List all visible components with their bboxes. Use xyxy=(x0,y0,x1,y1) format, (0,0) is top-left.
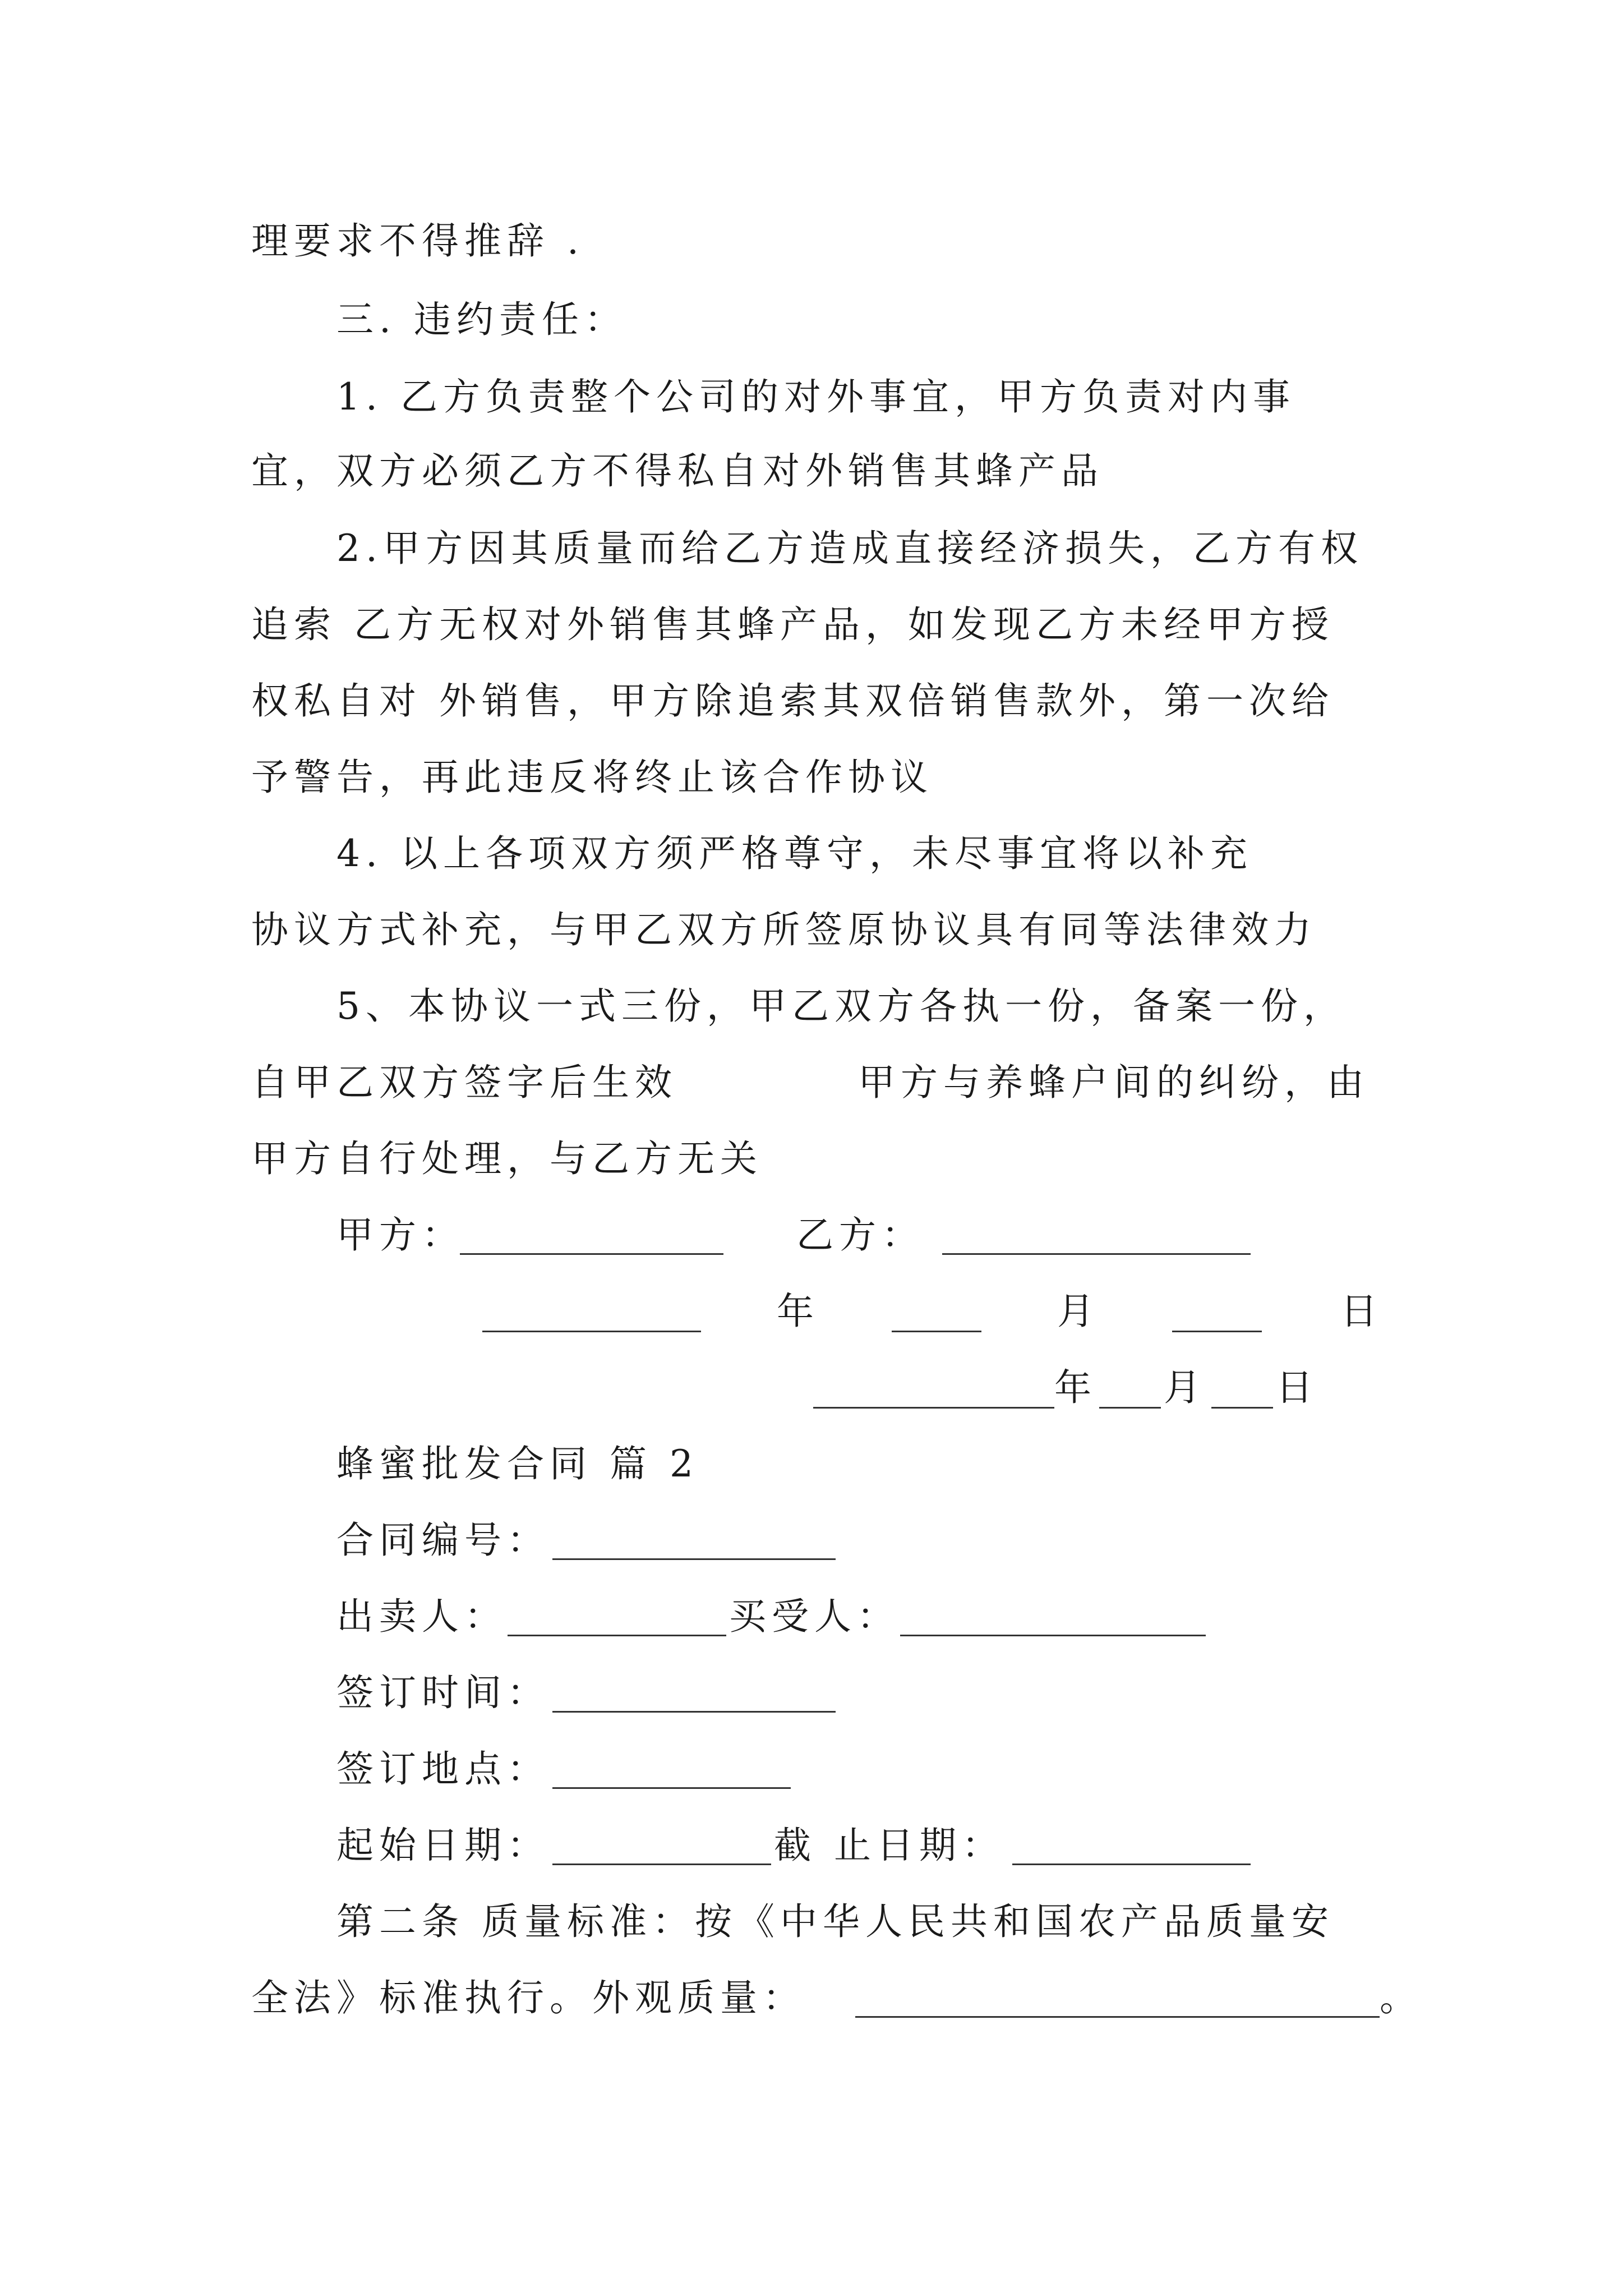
buyer-blank xyxy=(900,1635,1206,1636)
contract-number-blank xyxy=(552,1558,836,1560)
clause-4-line-2: 协议方式补充，与甲乙双方所签原协议具有同等法律效力 xyxy=(251,908,1317,951)
article-2-period: 。 xyxy=(1380,1976,1422,2019)
sign-time-label: 签订时间： xyxy=(336,1671,550,1714)
clause-1-line-1: 1. 乙方负责整个公司的对外事宜，甲方负责对内事 xyxy=(336,375,1295,418)
clause-2-line-1: 2.甲方因其质量而给乙方造成直接经济损失，乙方有权 xyxy=(336,527,1363,570)
appearance-quality-blank xyxy=(855,2016,1380,2018)
clause-2-line-4: 予警告，再此违反将终止该合作协议 xyxy=(251,756,933,799)
article-2-line-2: 全法》标准执行。外观质量： xyxy=(251,1976,805,2019)
date-b-year-label: 年 xyxy=(1054,1366,1097,1409)
buyer-label: 买受人： xyxy=(729,1595,900,1638)
date-a-day-blank xyxy=(1172,1331,1262,1332)
date-a-year-label: 年 xyxy=(777,1290,819,1333)
party-a-signature-blank xyxy=(460,1253,723,1255)
clause-1-line-2: 宜，双方必须乙方不得私自对外销售其蜂产品 xyxy=(251,449,1104,493)
end-date-label: 截 止日期： xyxy=(774,1824,1004,1867)
date-b-year-blank xyxy=(813,1407,1054,1409)
date-a-month-label: 月 xyxy=(1057,1290,1100,1333)
party-b-signature-blank xyxy=(942,1253,1251,1255)
article-2-line-1: 第二条 质量标准：按《中华人民共和国农产品质量安 xyxy=(336,1900,1334,1943)
contract-2-title: 蜂蜜批发合同 篇 2 xyxy=(336,1442,699,1485)
date-a-day-label: 日 xyxy=(1340,1290,1383,1333)
clause-5-line-1: 5、本协议一式三份，甲乙双方各执一份，备案一份， xyxy=(336,984,1346,1028)
clause-5-line-2-part-a: 自甲乙双方签字后生效 xyxy=(251,1061,677,1104)
paragraph-continuation: 理要求不得推辞 . xyxy=(251,219,584,263)
start-date-label: 起始日期： xyxy=(336,1824,550,1867)
sign-place-label: 签订地点： xyxy=(336,1747,550,1791)
sign-place-blank xyxy=(552,1787,791,1789)
party-b-label: 乙方： xyxy=(796,1213,924,1257)
date-a-month-blank xyxy=(892,1331,981,1332)
seller-label: 出卖人： xyxy=(336,1595,507,1638)
clause-2-line-3: 权私自对 外销售，甲方除追索其双倍销售款外，第一次给 xyxy=(251,679,1334,723)
date-b-month-label: 月 xyxy=(1164,1366,1206,1409)
clause-5-line-3: 甲方自行处理，与乙方无关 xyxy=(251,1137,763,1180)
seller-blank xyxy=(508,1635,726,1636)
sign-time-blank xyxy=(552,1711,836,1713)
clause-2-line-2: 追索 乙方无权对外销售其蜂产品，如发现乙方未经甲方授 xyxy=(251,603,1334,646)
party-a-label: 甲方： xyxy=(336,1213,464,1257)
clause-5-line-2-part-b: 甲方与养蜂户间的纠纷，由 xyxy=(858,1061,1370,1104)
date-b-day-blank xyxy=(1211,1407,1273,1409)
contract-number-label: 合同编号： xyxy=(336,1519,550,1562)
date-b-day-label: 日 xyxy=(1276,1366,1318,1409)
end-date-blank xyxy=(1012,1864,1251,1865)
date-a-year-blank xyxy=(482,1331,701,1332)
start-date-blank xyxy=(552,1864,771,1865)
clause-4-line-1: 4. 以上各项双方须严格尊守，未尽事宜将以补充 xyxy=(336,832,1253,875)
section-heading-breach: 三. 违约责任： xyxy=(336,298,627,341)
date-b-month-blank xyxy=(1099,1407,1161,1409)
